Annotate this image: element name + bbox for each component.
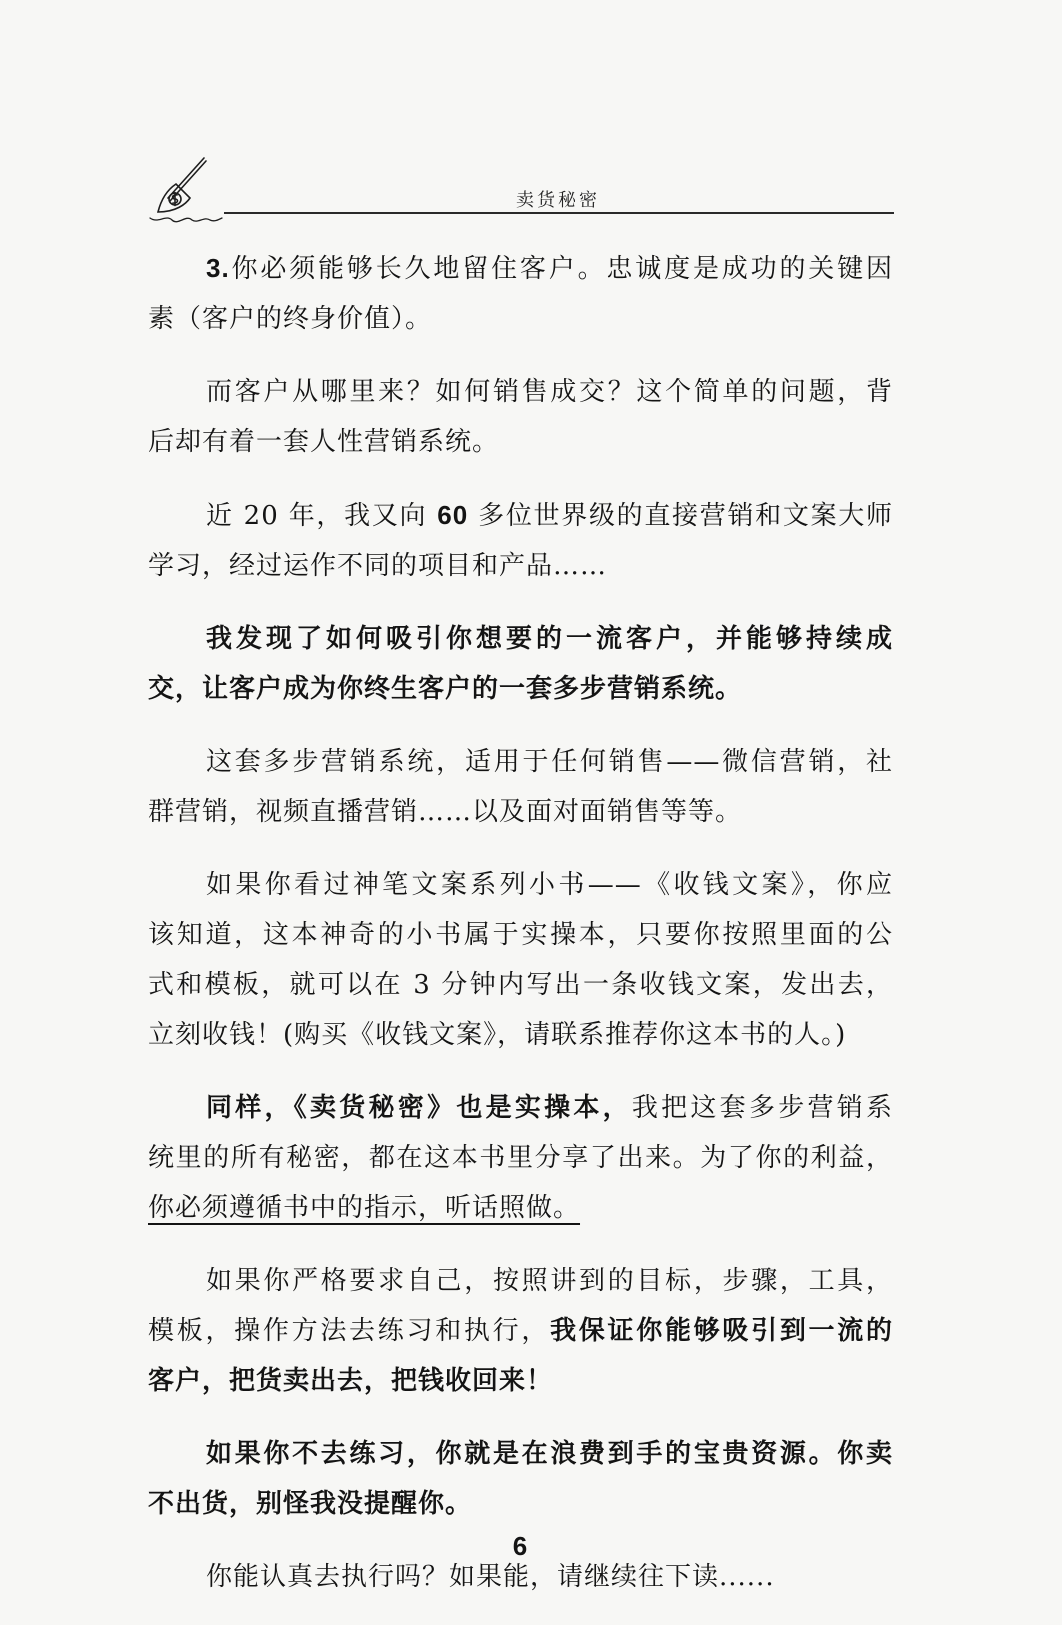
text-run: 而客户从哪里来？如何销售成交？这个简单的问题，背 (206, 377, 893, 407)
text-line (148, 1479, 893, 1529)
text-run: 你能认真去执行吗？如果能，请继续往下读...... (206, 1562, 775, 1592)
paragraph (148, 1083, 893, 1233)
text-run: 多位世界级的直接营销和文案大师 (468, 501, 893, 531)
text-run: 素（客户的终身价值）。 (148, 304, 433, 334)
text-line (148, 367, 893, 417)
text-line (148, 490, 893, 541)
paragraph (148, 614, 893, 714)
text-line (148, 541, 893, 591)
text-line (148, 664, 893, 714)
bold-text: 我保证你能够吸引到一流的 (550, 1316, 893, 1346)
paragraph (148, 1256, 893, 1406)
text-line (148, 1133, 893, 1183)
text-line (148, 614, 893, 664)
text-line (148, 1356, 893, 1406)
paragraph (148, 860, 893, 1060)
text-run: 如果你看过神笔文案系列小书——《收钱文案》，你应 (206, 870, 893, 900)
text-run: 如果你严格要求自己，按照讲到的目标，步骤，工具， (206, 1266, 893, 1296)
text-line (148, 1083, 893, 1133)
paragraph (148, 737, 893, 837)
text-line (148, 787, 893, 837)
bold-text: 60 (437, 500, 469, 530)
text-run: 这套多步营销系统，适用于任何销售——微信营销，社 (206, 747, 893, 777)
header-rule (224, 212, 894, 214)
text-line (148, 1183, 893, 1233)
text-line (148, 910, 893, 960)
text-run: 模板，操作方法去练习和执行， (148, 1316, 551, 1346)
body-text (148, 243, 893, 1625)
text-run: 群营销，视频直播营销……以及面对面销售等等。 (148, 797, 743, 827)
paragraph (148, 243, 893, 344)
paragraph (148, 490, 893, 591)
text-run: 该知道，这本神奇的小书属于实操本，只要你按照里面的公 (148, 920, 893, 950)
bold-text: 我发现了如何吸引你想要的一流客户，并能够持续成 (206, 624, 893, 654)
paragraph (148, 367, 893, 467)
bold-text: 交，让客户成为你终生客户的一套多步营销系统。 (148, 674, 743, 704)
bold-text: 同样，《卖货秘密》也是实操本， (206, 1093, 632, 1123)
text-line (148, 243, 893, 294)
text-line (148, 294, 893, 344)
page-number: 6 (512, 1531, 528, 1561)
text-run: 学习，经过运作不同的项目和产品…… (148, 551, 608, 581)
text-line (148, 1429, 893, 1479)
pen-nib-dollar-icon (146, 154, 226, 230)
text-line (148, 1010, 893, 1060)
text-run: 近 20 年，我又向 (206, 501, 438, 531)
paragraph (148, 1429, 893, 1529)
bold-text: 如果你不去练习，你就是在浪费到手的宝贵资源。你卖 (206, 1439, 893, 1469)
text-run: 立刻收钱！(购买《收钱文案》，请联系推荐你这本书的人。) (148, 1020, 847, 1050)
text-run: 式和模板，就可以在 3 分钟内写出一条收钱文案，发出去， (148, 970, 893, 1000)
text-run: 统里的所有秘密，都在这本书里分享了出来。为了你的利益， (148, 1143, 893, 1173)
text-line (148, 737, 893, 787)
text-line (148, 1256, 893, 1306)
running-header-title: 卖货秘密 (516, 190, 600, 211)
bold-text: 不出货，别怪我没提醒你。 (148, 1489, 473, 1519)
bold-text: 3. (206, 253, 230, 283)
text-line (148, 960, 893, 1010)
bold-text: 客户，把货卖出去，把钱收回来！ (148, 1366, 554, 1396)
text-run: 后却有着一套人性营销系统。 (148, 427, 500, 457)
text-line (148, 417, 893, 467)
text-run: 你必须能够长久地留住客户。忠诚度是成功的关键因 (229, 254, 893, 284)
text-line (148, 1306, 893, 1356)
underlined-text: 你必须遵循书中的指示，听话照做。 (148, 1193, 581, 1223)
text-run: 我把这套多步营销系 (631, 1093, 893, 1123)
text-line (148, 860, 893, 910)
